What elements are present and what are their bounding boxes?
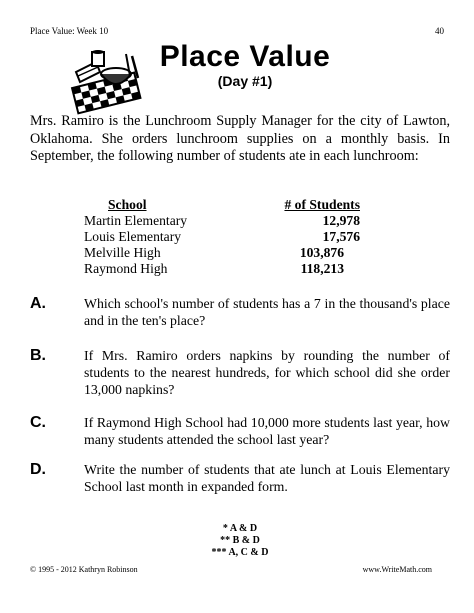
- school-name: Raymond High: [84, 261, 168, 276]
- question-letter: A.: [30, 295, 46, 312]
- hint-line: *** A, C & D: [211, 547, 269, 558]
- answer-hints: [160, 523, 320, 559]
- question-letter: C.: [30, 414, 46, 431]
- question-b: [30, 347, 450, 398]
- page-number: 40: [435, 26, 444, 36]
- question-text: Write the number of students that ate lunch at Louis Elementary School last month in expanded form.: [84, 462, 450, 494]
- header-left: Place Value: Week 10: [30, 26, 109, 36]
- intro-paragraph: Mrs. Ramiro is the Lunchroom Supply Manager for the city of Lawton, Oklahoma. She orders lunchroom supplies on a monthly basis. In September, the following number of students ate in each lunchroom:: [30, 113, 450, 164]
- student-count: 12,978: [322, 213, 360, 228]
- question-c: [30, 414, 450, 448]
- question-d: [30, 461, 450, 495]
- question-letter: B.: [30, 347, 46, 364]
- hint-line: * A & D: [222, 523, 258, 534]
- column-header-students: # of Students: [284, 197, 360, 212]
- question-text: If Raymond High School had 10,000 more students last year, how many students attended the school last year?: [84, 415, 450, 447]
- question-a: [30, 295, 450, 329]
- table-header-row: [84, 197, 384, 213]
- hint-line: ** B & D: [220, 535, 260, 546]
- student-count: 118,213: [300, 261, 344, 276]
- student-count: 103,876: [299, 245, 344, 260]
- table-row: [84, 261, 384, 277]
- page-subtitle: (Day #1): [217, 73, 273, 89]
- school-name: Melville High: [84, 245, 161, 260]
- question-text: Which school's number of students has a 7 in the thousand's place and in the ten's place?: [84, 296, 450, 328]
- website-link[interactable]: www.WriteMath.com: [362, 565, 432, 574]
- student-count: 17,576: [322, 229, 360, 244]
- question-letter: D.: [30, 461, 46, 478]
- copyright: © 1995 - 2012 Kathryn Robinson: [30, 565, 138, 574]
- table-row: [84, 245, 384, 261]
- school-name: Louis Elementary: [84, 229, 182, 244]
- students-table: [84, 197, 384, 277]
- page-title: Place Value: [159, 40, 331, 73]
- table-row: [84, 229, 384, 245]
- school-name: Martin Elementary: [84, 213, 188, 228]
- lunch-tray-icon: [66, 50, 146, 118]
- column-header-school: School: [108, 197, 147, 212]
- table-row: [84, 213, 384, 229]
- question-text: If Mrs. Ramiro orders napkins by rounding the number of students to the nearest hundreds, for which school did she order 13,000 napkins?: [84, 348, 450, 397]
